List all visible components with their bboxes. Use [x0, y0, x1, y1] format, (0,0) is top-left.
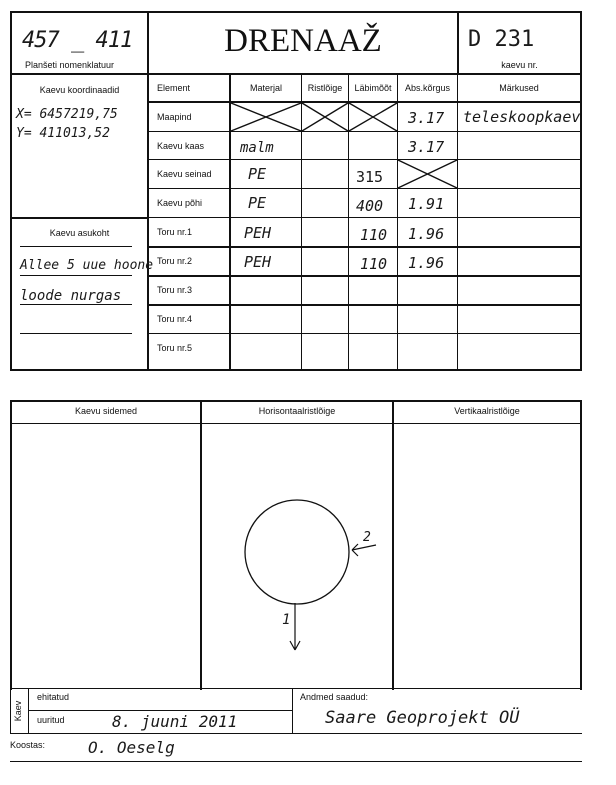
cell-material: PE: [248, 165, 267, 183]
cell-material: malm: [240, 140, 274, 156]
col-header-diameter: Läbimõõt: [354, 83, 392, 93]
cell-abs-height: 1.96: [408, 225, 445, 243]
cell-diameter: 400: [356, 197, 384, 215]
section-connections: Kaevu sidemed: [74, 406, 138, 416]
section-vertical: Vertikaalristlõige: [454, 406, 520, 416]
pipe-2-arrow: [352, 544, 376, 556]
cell-material: PEH: [244, 253, 272, 271]
data-from-label: Andmed saadud:: [300, 692, 369, 702]
cell-abs-height: 1.91: [408, 195, 445, 213]
row-element: Toru nr.3: [157, 285, 193, 295]
coordinate-y: Y= 411013,52: [16, 126, 110, 141]
location-line-1: Allee 5 uue hoone: [20, 258, 154, 273]
col-header-material: Materjal: [249, 83, 282, 93]
row-element: Kaevu kaas: [157, 141, 205, 151]
compiled-label: Koostas:: [10, 740, 46, 750]
location-label: Kaevu asukoht: [49, 228, 110, 238]
surveyed-date: 8. juuni 2011: [112, 712, 238, 731]
section-horizontal: Horisontaalristlõige: [258, 406, 336, 416]
cell-diameter: 110: [360, 255, 388, 273]
cell-abs-height: 3.17: [408, 138, 445, 156]
row-element: Maapind: [157, 112, 192, 122]
row-element: Kaevu põhi: [157, 198, 203, 208]
compiled-value: O. Oeselg: [88, 738, 175, 757]
data-from-value: Saare Geoprojekt OÜ: [325, 708, 520, 728]
sheet-number: 457 _ 411: [22, 28, 133, 53]
location-line-2: loode nurgas: [20, 288, 122, 304]
row-element: Toru nr.1: [157, 227, 193, 237]
coordinate-x: X= 6457219,75: [16, 107, 118, 122]
row-element: Toru nr.5: [157, 343, 193, 353]
coordinates-label: Kaevu koordinaadid: [39, 85, 120, 95]
row-element: Toru nr.4: [157, 314, 193, 324]
row-element: Toru nr.2: [157, 256, 193, 266]
surveyed-label: uuritud: [37, 715, 65, 725]
built-label: ehitatud: [37, 692, 70, 702]
sheet-label: Planšeti nomenklatuur: [25, 60, 115, 70]
form-title: DRENAAŽ: [224, 23, 382, 59]
cell-material: PEH: [244, 224, 272, 242]
cell-abs-height: 3.17: [408, 109, 445, 127]
pipe-1-arrow: [290, 603, 300, 650]
col-header-notes: Märkused: [499, 83, 539, 93]
col-header-element: Element: [157, 83, 191, 93]
cell-material: PE: [248, 194, 267, 212]
well-circle: [245, 500, 349, 604]
cell-abs-height: 1.96: [408, 254, 445, 272]
pipe-label-2: 2: [363, 530, 371, 545]
cell-diameter: 315: [356, 168, 384, 186]
kaev-label: Kaev: [13, 700, 23, 722]
well-label: kaevu nr.: [501, 60, 538, 70]
col-header-cross-section: Ristlõige: [307, 83, 343, 93]
row-element: Kaevu seinad: [157, 169, 212, 179]
cell-diameter: 110: [360, 226, 388, 244]
pipe-label-1: 1: [282, 612, 291, 628]
well-number: D 231: [468, 27, 535, 52]
col-header-abs-height: Abs.kõrgus: [404, 83, 451, 93]
cell-notes: teleskoopkaev: [463, 108, 581, 126]
